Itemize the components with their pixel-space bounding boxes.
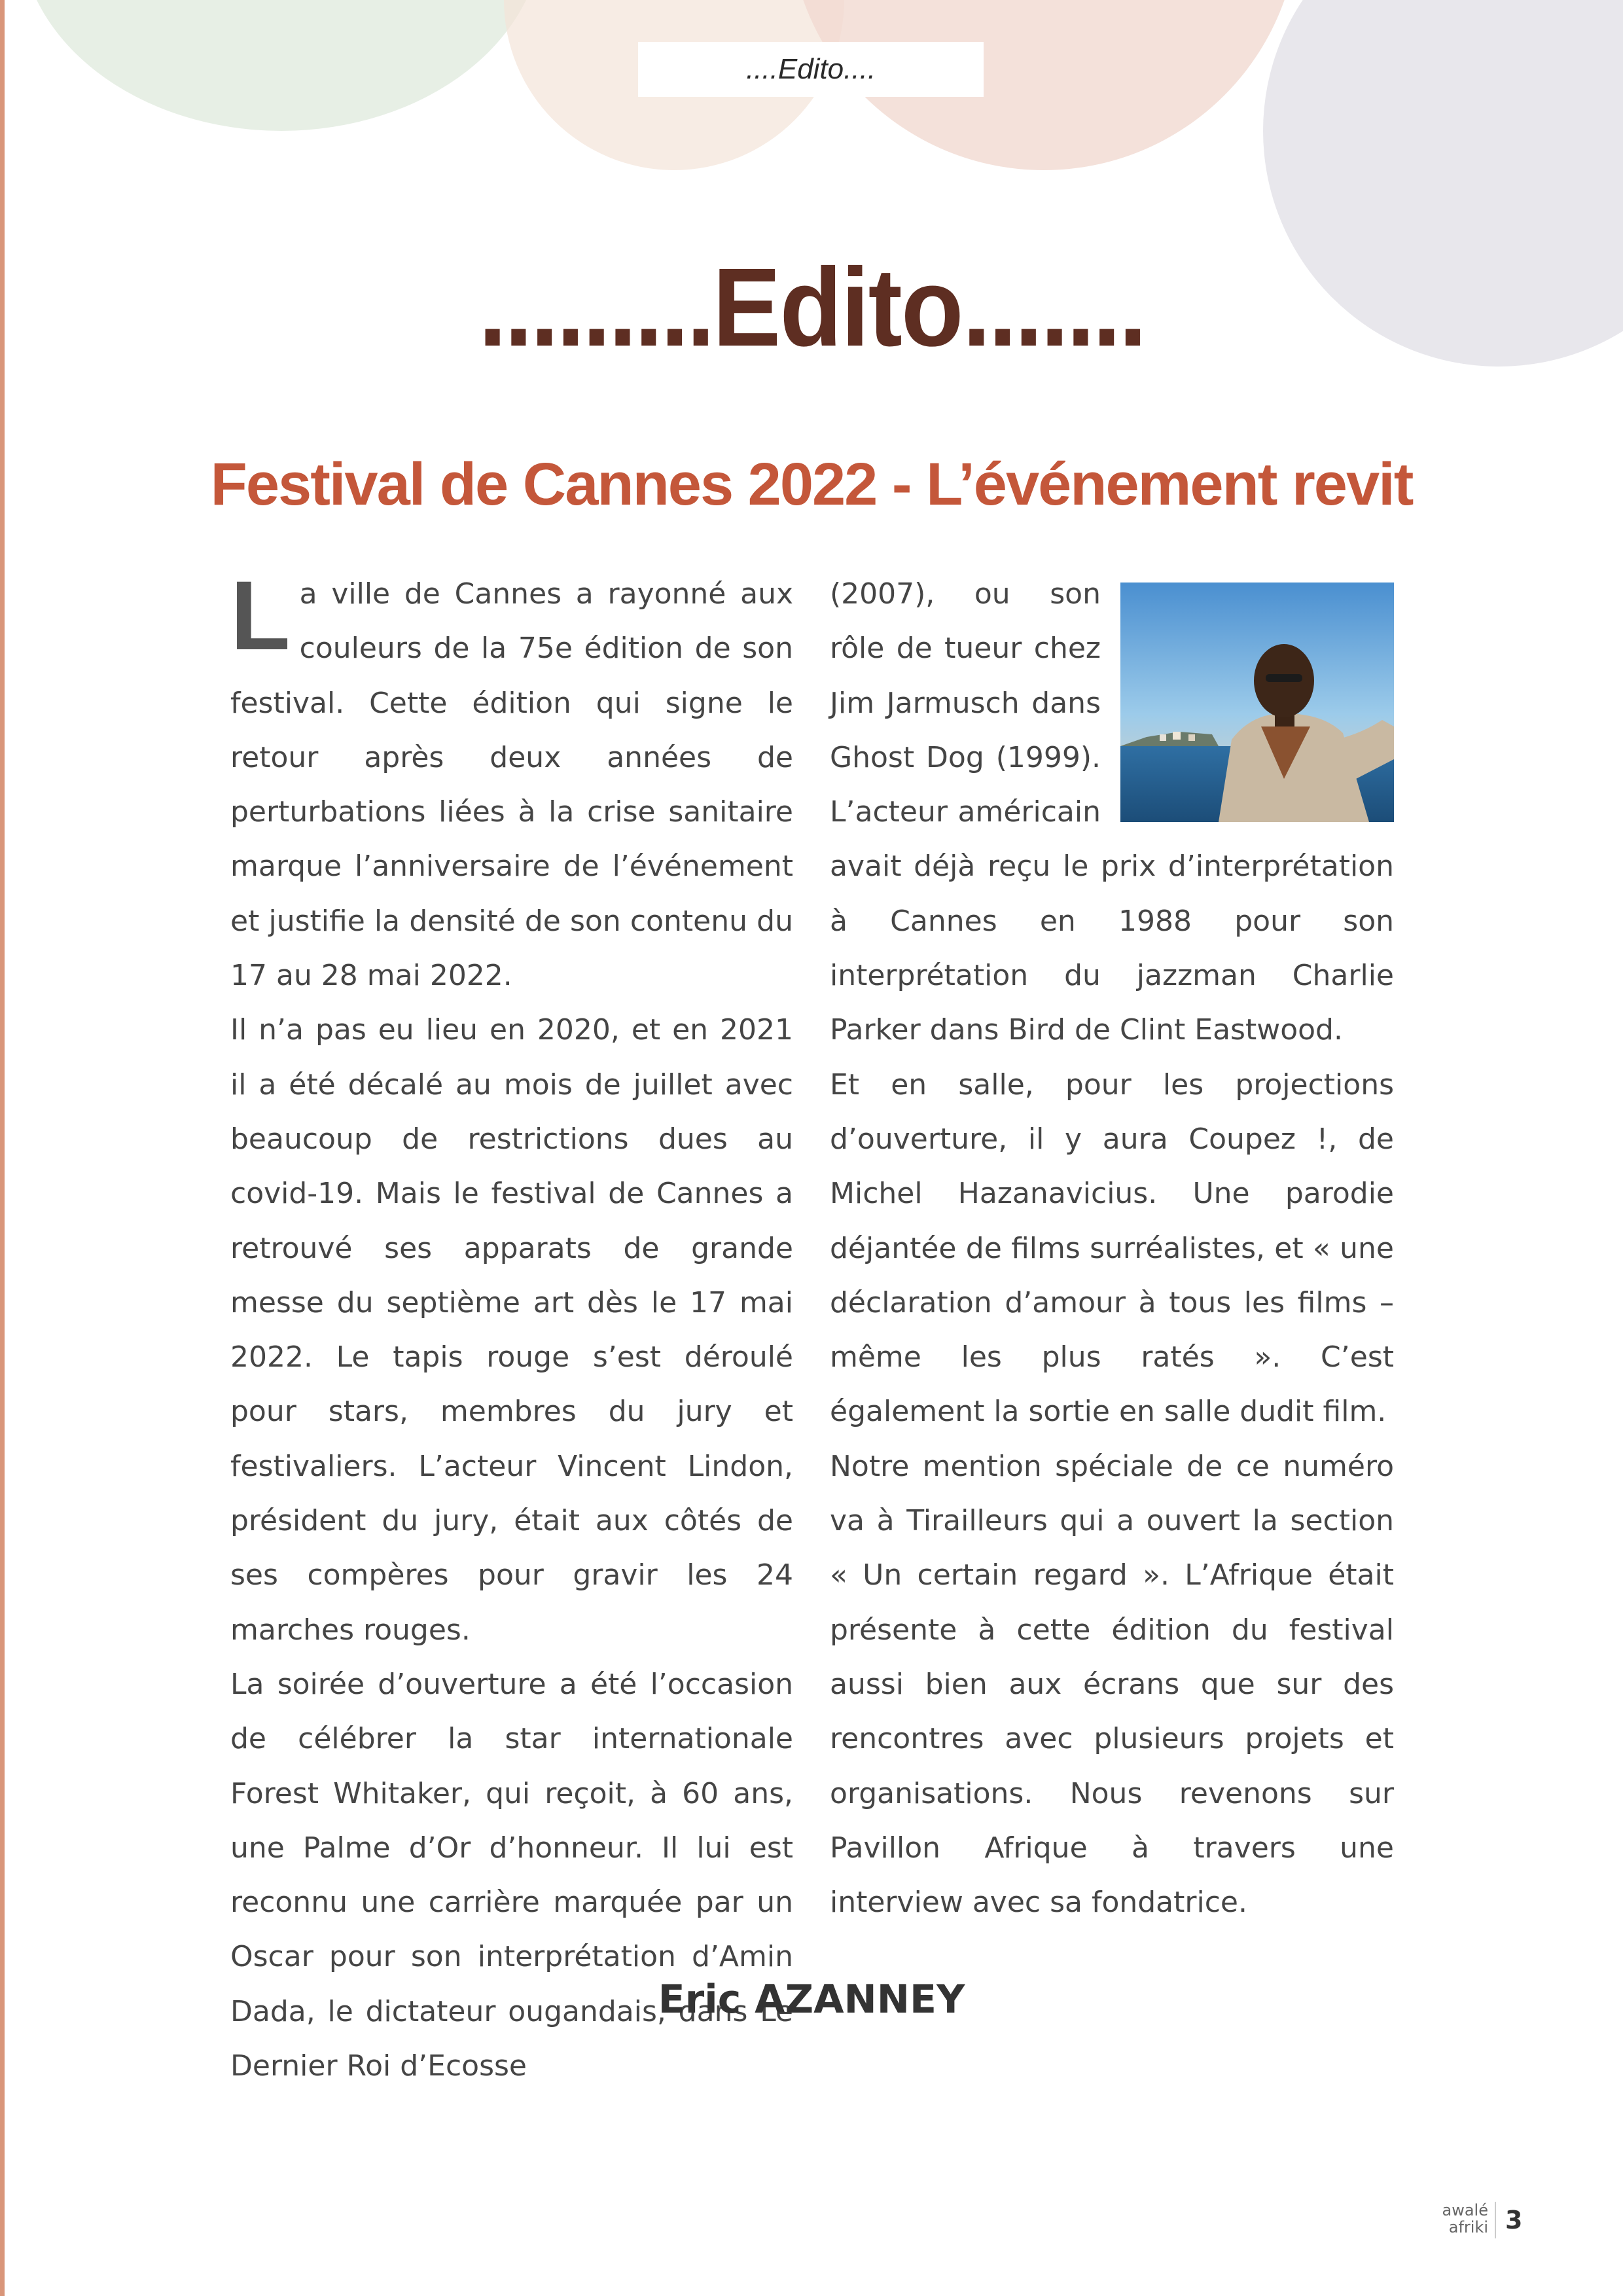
paragraph: (2007), ou son rôle de tueur chez Jim Jarmusch dans Ghost Dog (1999). L’acteur américain avait déjà reçu le prix d’interprétation à Cannes en 1988 pour son interprétation du jazzman Charlie Parker dans Bird de Clint Eastwood. xyxy=(830,577,1394,1047)
author-photo xyxy=(1120,583,1394,822)
page-title xyxy=(65,245,1558,370)
paragraph: Il n’a pas eu lieu en 2020, et en 2021 il a été décalé au mois de juillet avec beaucoup de restrictions dues au covid-19. Mais le festival de Cannes a retrouvé ses apparats de grande messe du septième art dès le 17 mai 2022. Le tapis rouge s’est déroulé pour stars, membres du jury et festivaliers. L’acteur Vincent Lindon, président du jury, était aux côtés de ses compères pour gravir les 24 marches rouges. xyxy=(230,1013,793,1647)
section-label: ....Edito.... xyxy=(638,42,984,97)
title-dots-left: ......... xyxy=(478,245,713,370)
paragraph: Et en salle, pour les projections d’ouverture, il y aura Coupez !, de Michel Hazanavicius. Une parodie déjantée de films surréalistes, et « une déclaration d’amour à tous les films – même les plus ratés ». C’est également la sortie en salle dudit film. xyxy=(830,1067,1394,1429)
article-headline: Festival de Cannes 2022 - L’événement revit xyxy=(210,451,1413,518)
brand-line-2: afriki xyxy=(1448,2218,1488,2236)
article-column-left xyxy=(230,560,793,2093)
decorative-circle-green xyxy=(20,0,543,131)
left-accent-rule xyxy=(0,0,5,2296)
footer-divider xyxy=(1495,2202,1496,2238)
title-dots-right: ....... xyxy=(962,245,1145,370)
brand-line-1: awalé xyxy=(1442,2201,1488,2219)
article-column-right xyxy=(830,567,1394,1929)
author-signature: Eric AZANNEY xyxy=(658,1977,965,2022)
paragraph: Notre mention spéciale de ce numéro va à Tirailleurs qui a ouvert la section « Un certain regard ». L’Afrique était présente à cette édition du festival aussi bien aux écrans que sur des rencontres avec plusieurs projets et organisations. Nous revenons sur Pavillon Afrique à travers une interview avec sa fondatrice. xyxy=(830,1449,1394,1920)
page-number: 3 xyxy=(1505,2206,1523,2234)
magazine-brand xyxy=(1412,2202,1488,2236)
paragraph-text: a ville de Cannes a rayonné aux couleurs de la 75e édition de son festival. Cette édition qui signe le retour après deux années de perturbations liées à la crise sanitaire marque l’anniversaire de l’événement et justifie la densité de son contenu du 17 au 28 mai 2022. xyxy=(230,577,793,993)
title-word: Edito xyxy=(712,245,963,370)
paragraph: La soirée d’ouverture a été l’occasion de célébrer la star internationale Forest Whitaker, qui reçoit, à 60 ans, une Palme d’Or d’honneur. Il lui est reconnu une carrière marquée par un Oscar pour son interprétation d’Amin Dada, le dictateur ougandais, dans Le Dernier Roi d’Ecosse xyxy=(230,1667,793,2083)
paragraph xyxy=(230,560,793,1003)
drop-cap: L xyxy=(230,560,291,670)
